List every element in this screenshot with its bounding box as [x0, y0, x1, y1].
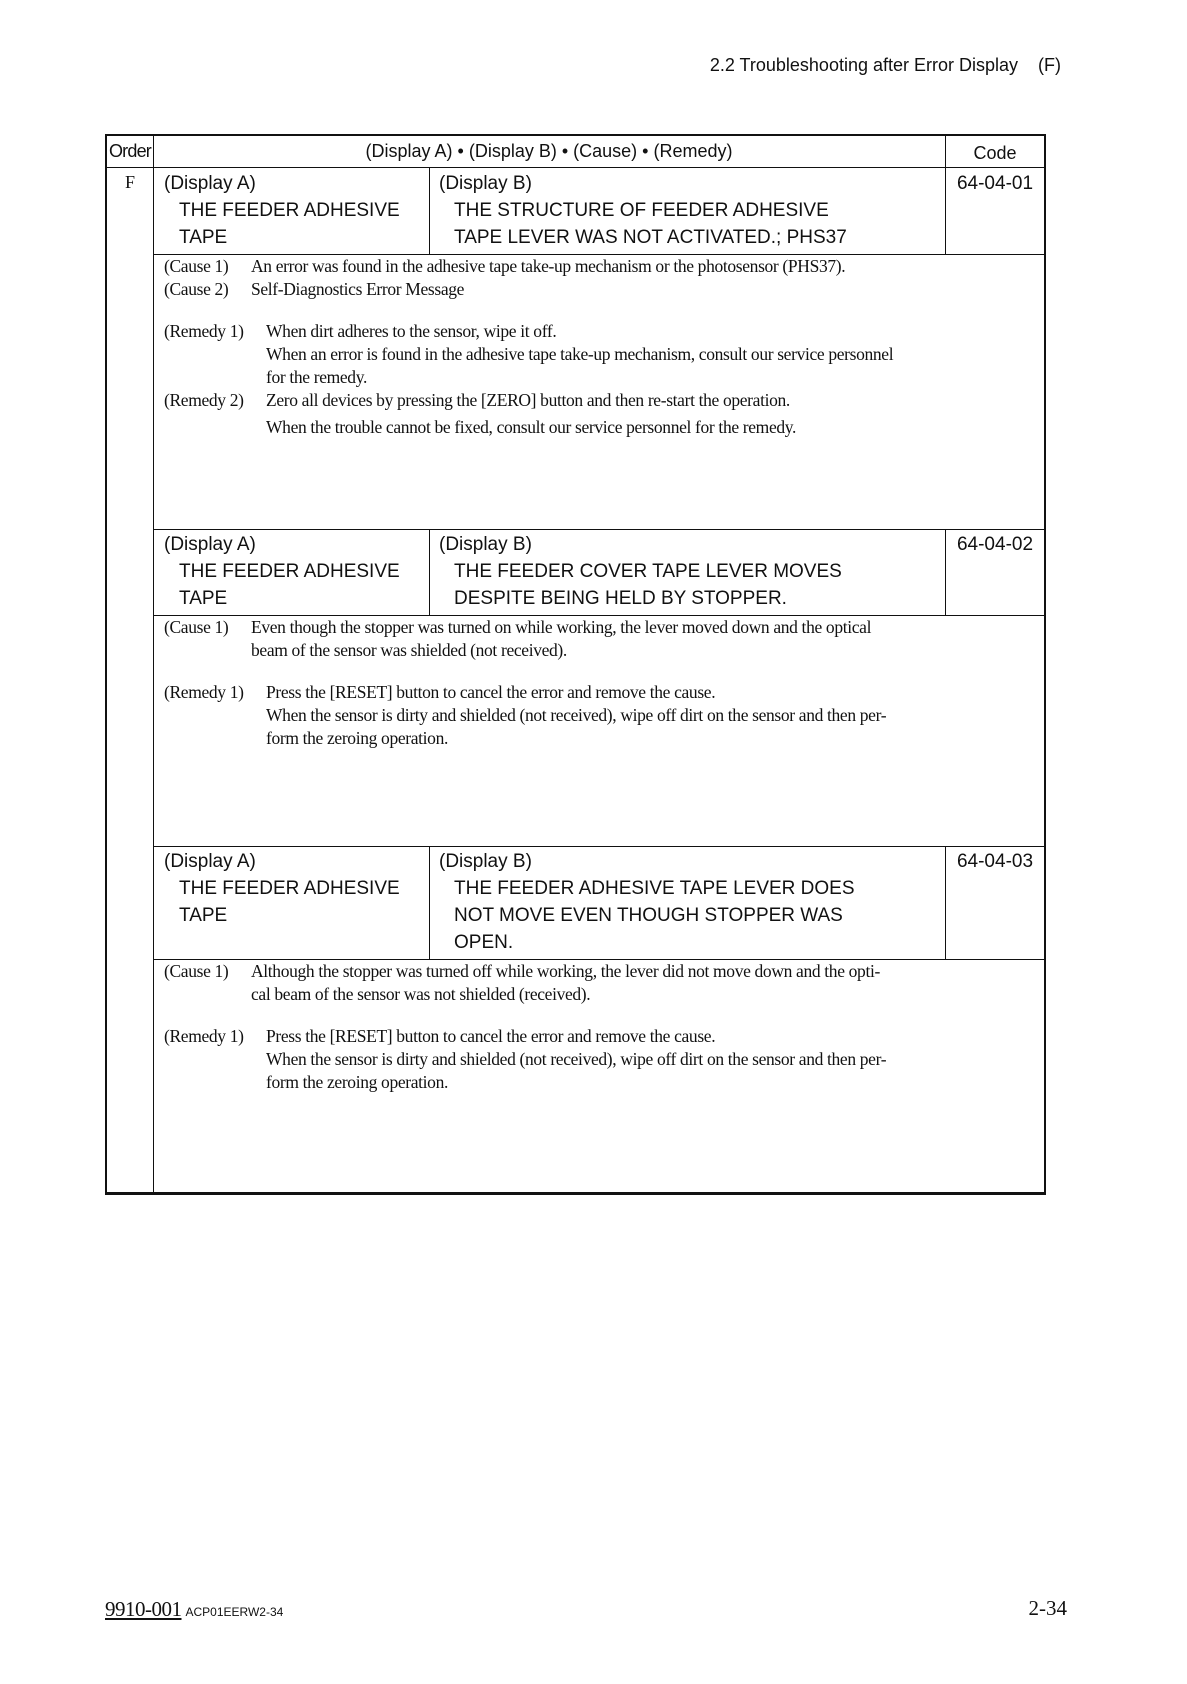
- note-line: Press the [RESET] button to cancel the error and remove the cause.: [266, 1026, 716, 1046]
- spacer: [164, 662, 1038, 681]
- footer: [105, 1597, 283, 1622]
- display-b-label: (Display B): [439, 851, 532, 872]
- note-label: (Cause 2): [164, 279, 229, 299]
- display-b-text: THE FEEDER ADHESIVE TAPE LEVER DOES: [454, 878, 855, 899]
- cause-remedy-text: [164, 616, 1038, 750]
- cause-remedy-text: [164, 255, 1038, 439]
- cause-item: [164, 278, 1038, 301]
- document-number: 9910-001: [105, 1597, 182, 1621]
- display-a-text: THE FEEDER ADHESIVE: [179, 561, 400, 582]
- note-label: (Remedy 1): [164, 682, 244, 702]
- note-line: When the trouble cannot be fixed, consult our service personnel for the remedy.: [266, 417, 797, 437]
- entry-divider: [154, 529, 1044, 530]
- note-text: [251, 616, 1038, 662]
- note-label: (Remedy 2): [164, 390, 244, 410]
- note-text: [251, 960, 1038, 1006]
- display-a-text: THE FEEDER ADHESIVE: [179, 200, 400, 221]
- page-number: 2-34: [1028, 1596, 1067, 1620]
- display-a-label: (Display A): [164, 173, 256, 194]
- error-code: 64-04-01: [956, 173, 1034, 194]
- display-a-text: TAPE: [179, 588, 228, 609]
- header-row-divider: [107, 167, 1044, 168]
- note-line: Even though the stopper was turned on while working, the lever moved down and the optical: [251, 617, 872, 637]
- display-b-text: THE FEEDER COVER TAPE LEVER MOVES: [454, 561, 842, 582]
- remedy-item: [164, 681, 1038, 750]
- display-a-label: (Display A): [164, 534, 256, 555]
- note-text: [266, 1025, 1038, 1094]
- note-line: When an error is found in the adhesive tape take-up mechanism, consult our service personnel: [266, 344, 894, 364]
- header-content: (Display A) • (Display B) • (Cause) • (Remedy): [365, 141, 733, 161]
- display-ab-divider: [429, 846, 430, 959]
- display-b: [439, 170, 847, 251]
- order-column-divider: [153, 136, 154, 1192]
- note-line: for the remedy.: [266, 367, 367, 387]
- cause-item: [164, 255, 1038, 278]
- note-text: [266, 320, 1038, 389]
- note-text: [251, 255, 1038, 278]
- note-line: Self-Diagnostics Error Message: [251, 279, 465, 299]
- display-a: [164, 170, 400, 251]
- display-b-text: OPEN.: [454, 932, 514, 953]
- order-value: F: [124, 172, 135, 192]
- note-line: When the sensor is dirty and shielded (not received), wipe off dirt on the sensor and then per-: [266, 1049, 887, 1069]
- troubleshooting-table: [105, 134, 1046, 1195]
- note-line: Zero all devices by pressing the [ZERO] button and then re-start the operation.: [266, 390, 790, 410]
- note-text: [266, 389, 1038, 439]
- display-a: [164, 848, 400, 929]
- section-letter: (F): [1038, 55, 1061, 75]
- note-label: (Cause 1): [164, 256, 229, 276]
- note-label: (Remedy 1): [164, 1026, 244, 1046]
- remedy-item: [164, 320, 1038, 389]
- spacer: [164, 301, 1038, 320]
- cause-item: [164, 960, 1038, 1006]
- note-line: form the zeroing operation.: [266, 1072, 449, 1092]
- display-b-text: THE STRUCTURE OF FEEDER ADHESIVE: [454, 200, 829, 221]
- note-line: When the sensor is dirty and shielded (not received), wipe off dirt on the sensor and then per-: [266, 705, 887, 725]
- note-label: (Remedy 1): [164, 321, 244, 341]
- display-ab-divider: [429, 529, 430, 615]
- note-line: An error was found in the adhesive tape take-up mechanism or the photosensor (PHS37).: [251, 256, 846, 276]
- display-b-label: (Display B): [439, 534, 532, 555]
- display-b: [439, 848, 855, 956]
- note-line: beam of the sensor was shielded (not received).: [251, 640, 567, 660]
- cause-remedy-text: [164, 960, 1038, 1094]
- remedy-item: [164, 389, 1038, 439]
- display-b-text: DESPITE BEING HELD BY STOPPER.: [454, 588, 787, 609]
- display-a-text: TAPE: [179, 227, 228, 248]
- note-line: form the zeroing operation.: [266, 728, 449, 748]
- display-ab-divider: [429, 168, 430, 254]
- display-a-text: TAPE: [179, 905, 228, 926]
- display-b-text: TAPE LEVER WAS NOT ACTIVATED.; PHS37: [454, 227, 847, 248]
- entry-divider: [154, 846, 1044, 847]
- spacer: [164, 1006, 1038, 1025]
- note-label: (Cause 1): [164, 617, 229, 637]
- note-line: Although the stopper was turned off while working, the lever did not move down and the opti-: [251, 961, 880, 981]
- cause-item: [164, 616, 1038, 662]
- error-code: 64-04-03: [956, 851, 1034, 872]
- note-text: [266, 681, 1038, 750]
- document-code: ACP01EERW2-34: [185, 1605, 284, 1619]
- note-text: [251, 278, 1038, 301]
- header-code: Code: [973, 143, 1017, 163]
- note-line: When dirt adheres to the sensor, wipe it off.: [266, 321, 557, 341]
- note-line: cal beam of the sensor was not shielded (received).: [251, 984, 591, 1004]
- display-a-text: THE FEEDER ADHESIVE: [179, 878, 400, 899]
- note-line: Press the [RESET] button to cancel the error and remove the cause.: [266, 682, 716, 702]
- display-a: [164, 531, 400, 612]
- header-order: Order: [108, 141, 151, 161]
- section-title: 2.2 Troubleshooting after Error Display: [709, 55, 1019, 75]
- page-header: [710, 55, 1061, 76]
- note-label: (Cause 1): [164, 961, 229, 981]
- display-b: [439, 531, 842, 612]
- remedy-item: [164, 1025, 1038, 1094]
- display-b-text: NOT MOVE EVEN THOUGH STOPPER WAS: [454, 905, 843, 926]
- display-b-label: (Display B): [439, 173, 532, 194]
- error-code: 64-04-02: [956, 534, 1034, 555]
- display-a-label: (Display A): [164, 851, 256, 872]
